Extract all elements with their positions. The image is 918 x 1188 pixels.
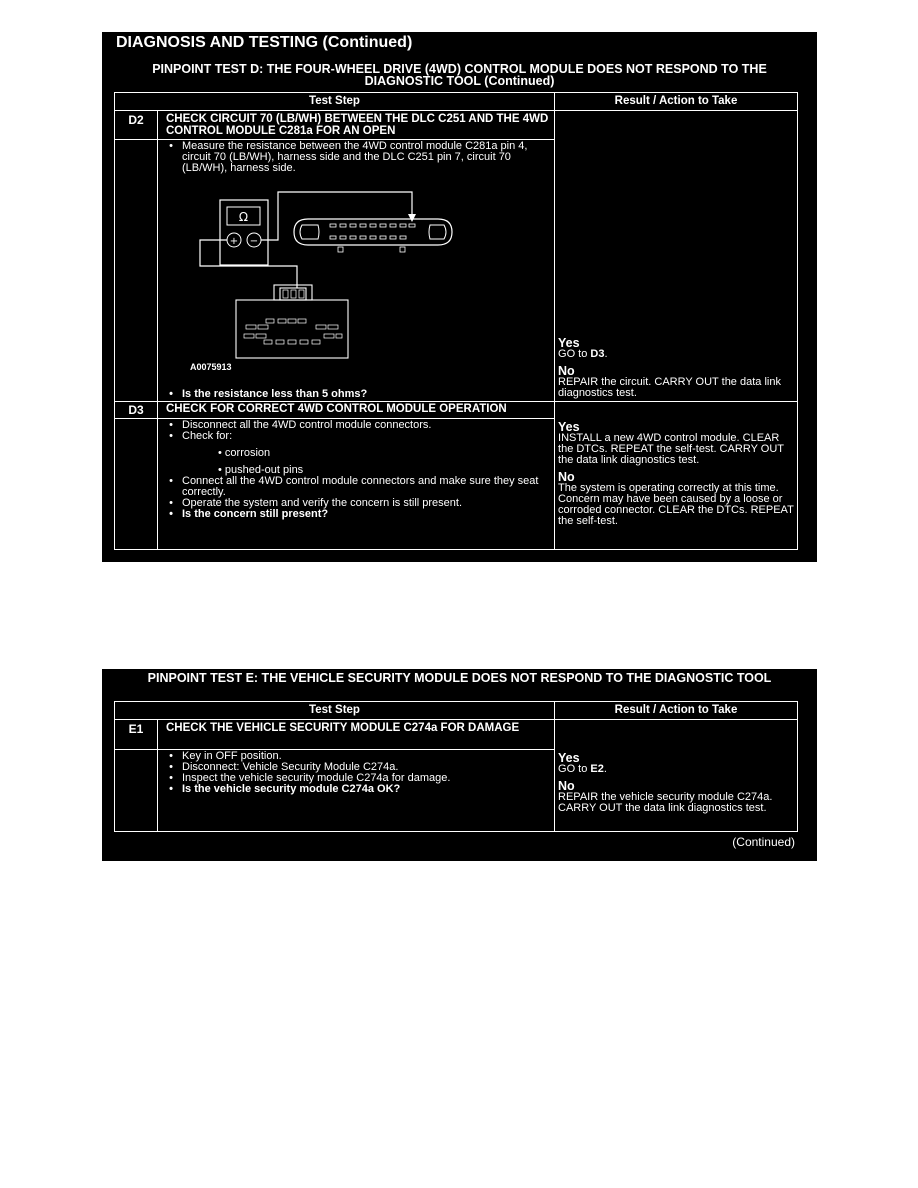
result-yes-action: GO to D3. (558, 348, 608, 360)
column-header-test-step: Test Step (115, 702, 555, 720)
step-heading: CHECK THE VEHICLE SECURITY MODULE C274a FOR DAMAGE (158, 720, 555, 750)
step-bullet: • Measure the resistance between the 4WD control module C281a pin 4, circuit 70 (LB/WH), harness side and the DLC C251 pin 7, circuit 70 (LB/WH), harness side. (169, 140, 528, 174)
step-question: • Is the concern still present? (169, 508, 329, 520)
result-no-label: No (558, 779, 575, 793)
result-no-label: No (558, 470, 575, 484)
figure-id: A0075913 (190, 362, 232, 372)
result-yes-label: Yes (558, 420, 580, 434)
column-header-result: Result / Action to Take (555, 93, 798, 111)
step-question: • Is the resistance less than 5 ohms? (169, 388, 368, 400)
dlc-connector (294, 219, 452, 245)
step-body (158, 419, 555, 550)
minus-lead (261, 192, 412, 240)
result-yes-label: Yes (558, 751, 580, 765)
continued-label: (Continued) (732, 835, 795, 849)
step-id: D3 (115, 402, 158, 419)
step-bullet: • Key in OFF position. (169, 750, 282, 762)
result-yes-action: GO to E2. (558, 763, 607, 775)
step-heading: CHECK FOR CORRECT 4WD CONTROL MODULE OPERATION (158, 402, 555, 419)
ohmmeter-connector-figure (190, 192, 370, 382)
pinpoint-test-d-panel (102, 32, 817, 562)
pinpoint-test-title: PINPOINT TEST E: THE VEHICLE SECURITY MODULE DOES NOT RESPOND TO THE DIAGNOSTIC TOOL (147, 671, 772, 685)
pinpoint-test-e-panel (102, 669, 817, 861)
sub-bullet: • pushed-out pins (218, 464, 304, 476)
result-no-label: No (558, 364, 575, 378)
result-cell (555, 720, 798, 832)
step-id: D2 (115, 111, 158, 140)
step-id: E1 (115, 720, 158, 750)
module-connector (236, 285, 348, 358)
column-header-test-step: Test Step (115, 93, 555, 111)
result-no-action: REPAIR the vehicle security module C274a. CARRY OUT the data link diagnostics test. (558, 791, 773, 814)
step-bullet: • Inspect the vehicle security module C274a for damage. (169, 772, 451, 784)
step-bullet: • Connect all the 4WD control module connectors and make sure they seat correctly. (169, 475, 539, 498)
test-step-table (114, 92, 798, 550)
step-question: • Is the vehicle security module C274a OK? (169, 783, 401, 795)
section-title: DIAGNOSIS AND TESTING (Continued) (116, 34, 413, 51)
pinpoint-test-title: PINPOINT TEST D: THE FOUR-WHEEL DRIVE (4WD) CONTROL MODULE DOES NOT RESPOND TO THE DIAGNOSTIC TOOL (Continued) (152, 62, 767, 88)
result-no-action: REPAIR the circuit. CARRY OUT the data link diagnostics test. (558, 376, 781, 399)
result-yes-action: INSTALL a new 4WD control module. CLEAR the DTCs. REPEAT the self-test. CARRY OUT the data link diagnostics test. (558, 432, 784, 466)
step-body (158, 140, 555, 402)
result-cell (555, 402, 798, 550)
svg-text:+: + (229, 236, 239, 247)
result-cell (555, 111, 798, 402)
result-yes-label: Yes (558, 336, 580, 350)
ohm-symbol: Ω (238, 210, 249, 224)
sub-bullet: • corrosion (218, 447, 271, 459)
step-bullet: • Disconnect: Vehicle Security Module C274a. (169, 761, 399, 773)
step-bullet: • Check for: • corrosion • pushed-out pins (164, 431, 550, 476)
plus-lead (200, 240, 297, 288)
step-bullet: • Operate the system and verify the concern is still present. (169, 497, 463, 509)
step-heading: CHECK CIRCUIT 70 (LB/WH) BETWEEN THE DLC C251 AND THE 4WD CONTROL MODULE C281a FOR AN OPEN (158, 111, 555, 140)
test-step-table (114, 701, 798, 832)
svg-text:−: − (249, 236, 259, 247)
column-header-result: Result / Action to Take (555, 702, 798, 720)
step-bullet: • Disconnect all the 4WD control module connectors. (169, 419, 432, 431)
result-no-action: The system is operating correctly at this time. Concern may have been caused by a loose or corroded connector. CLEAR the DTCs. REPEAT the self-test. (558, 482, 794, 527)
step-body (158, 750, 555, 832)
